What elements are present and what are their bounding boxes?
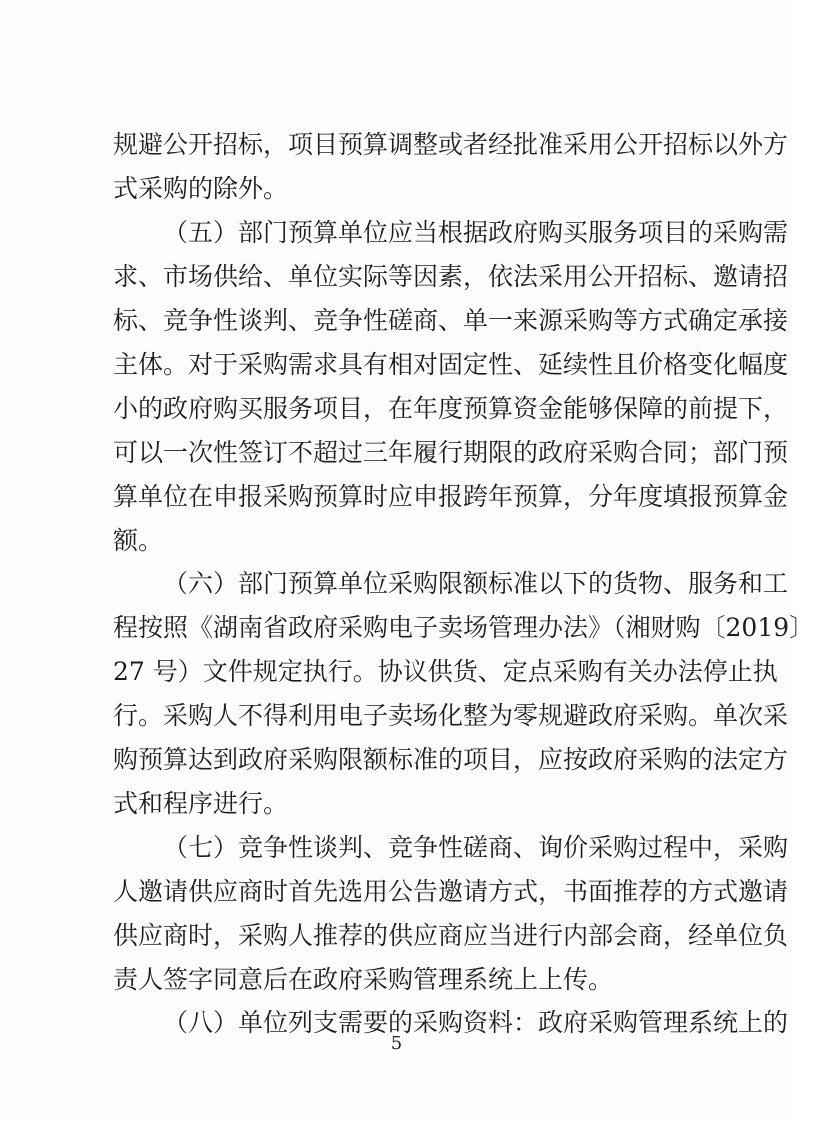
text-line-12: 程按照《湖南省政府采购电子卖场管理办法》（湘财购〔2019〕 [113, 613, 814, 642]
text-line-14: 行。采购人不得利用电子卖场化整为零规避政府采购。单次采 [113, 701, 789, 730]
text-line-7: 小的政府购买服务项目，在年度预算资金能够保障的前提下， [113, 394, 789, 423]
text-line-1: 规避公开招标，项目预算调整或者经批准采用公开招标以外方 [113, 130, 789, 159]
text-line-3: （五）部门预算单位应当根据政府购买服务项目的采购需 [163, 218, 789, 247]
text-line-11: （六）部门预算单位采购限额标准以下的货物、服务和工 [163, 569, 789, 598]
text-line-18: 人邀请供应商时首先选用公告邀请方式，书面推荐的方式邀请 [113, 877, 789, 906]
text-line-16: 式和程序进行。 [113, 789, 289, 818]
text-line-13: 27 号）文件规定执行。协议供货、定点采购有关办法停止执 [113, 657, 778, 686]
text-line-21: （八）单位列支需要的采购资料：政府采购管理系统上的 [163, 1008, 789, 1037]
page-number: 5 [390, 1033, 403, 1054]
text-line-9: 算单位在申报采购预算时应申报跨年预算，分年度填报预算金 [113, 482, 789, 511]
text-line-15: 购预算达到政府采购限额标准的项目，应按政府采购的法定方 [113, 745, 789, 774]
text-line-17: （七）竞争性谈判、竞争性磋商、询价采购过程中，采购 [163, 833, 789, 862]
text-line-6: 主体。对于采购需求具有相对固定性、延续性且价格变化幅度 [113, 350, 789, 379]
text-line-8: 可以一次性签订不超过三年履行期限的政府采购合同；部门预 [113, 438, 789, 467]
text-line-5: 标、竞争性谈判、竞争性磋商、单一来源采购等方式确定承接 [113, 306, 789, 335]
text-line-19: 供应商时，采购人推荐的供应商应当进行内部会商，经单位负 [113, 921, 789, 950]
text-line-20: 责人签字同意后在政府采购管理系统上上传。 [113, 965, 614, 994]
text-line-2: 式采购的除外。 [113, 174, 289, 203]
text-line-4: 求、市场供给、单位实际等因素，依法采用公开招标、邀请招 [113, 262, 789, 291]
text-line-10: 额。 [113, 526, 164, 555]
